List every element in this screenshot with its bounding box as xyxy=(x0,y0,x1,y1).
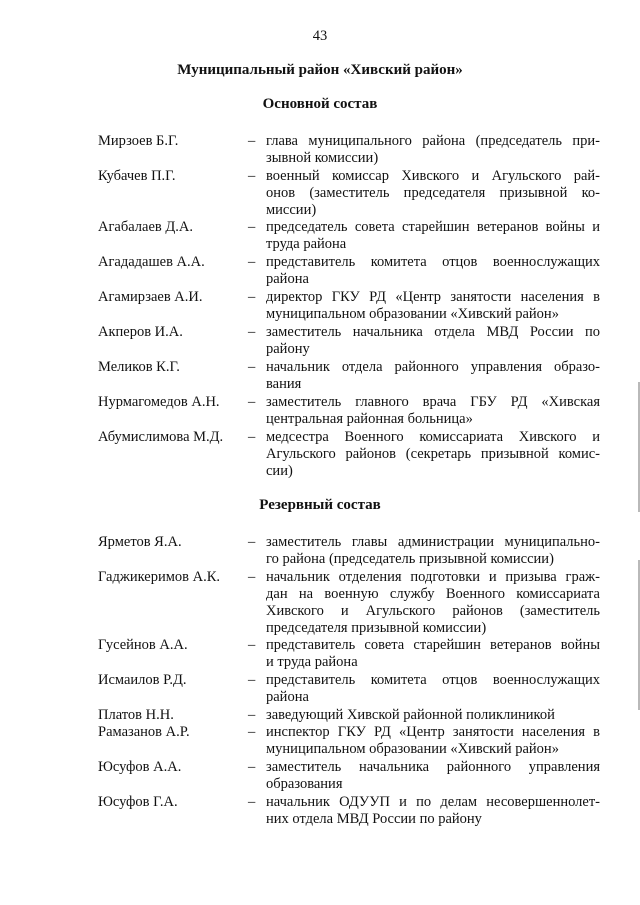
member-name: Юсуфов Г.А. xyxy=(98,794,178,810)
member-role xyxy=(266,359,600,393)
role-line: директор ГКУ РД «Центр занятости населения в xyxy=(266,289,600,305)
member-role xyxy=(266,724,600,758)
role-line: муниципальном образовании «Хивский район» xyxy=(266,741,559,757)
role-line: онов (заместитель председателя призывной ко- xyxy=(266,185,600,201)
member-role xyxy=(266,394,600,428)
role-line: председателя призывной комиссии) xyxy=(266,620,487,636)
role-line: району xyxy=(266,341,310,357)
dash-separator: – xyxy=(248,359,256,375)
role-line: представитель комитета отцов военнослужащих xyxy=(266,672,600,688)
page-number: 43 xyxy=(312,28,328,44)
role-line: начальник ОДУУП и по делам несовершеннолет- xyxy=(266,794,600,810)
role-line: района xyxy=(266,689,309,705)
role-line: них отдела МВД России по району xyxy=(266,811,482,827)
main-composition-title: Основной состав xyxy=(262,96,378,112)
member-name: Исмаилов Р.Д. xyxy=(98,672,187,688)
member-name: Агабалаев Д.А. xyxy=(98,219,193,235)
member-name: Рамазанов А.Р. xyxy=(98,724,190,740)
dash-separator: – xyxy=(248,219,256,235)
member-name: Меликов К.Г. xyxy=(98,359,180,375)
member-name: Юсуфов А.А. xyxy=(98,759,182,775)
dash-separator: – xyxy=(248,394,256,410)
member-role xyxy=(266,289,600,323)
role-line: го района (председатель призывной комиссии) xyxy=(266,551,554,567)
role-line: и труда района xyxy=(266,654,358,670)
dash-separator: – xyxy=(248,168,256,184)
dash-separator: – xyxy=(248,569,256,585)
dash-separator: – xyxy=(248,324,256,340)
role-line: инспектор ГКУ РД «Центр занятости населения в xyxy=(266,724,600,740)
reserve-composition-title: Резервный состав xyxy=(259,497,381,513)
member-role xyxy=(266,707,600,724)
member-name: Гусейнов А.А. xyxy=(98,637,188,653)
role-line: глава муниципального района (председатель при- xyxy=(266,133,600,149)
role-line: сии) xyxy=(266,463,293,479)
dash-separator: – xyxy=(248,534,256,550)
member-name: Нурмагомедов А.Н. xyxy=(98,394,220,410)
member-name: Агамирзаев А.И. xyxy=(98,289,203,305)
role-line: медсестра Военного комиссариата Хивского и xyxy=(266,429,600,445)
member-name: Мирзоев Б.Г. xyxy=(98,133,179,149)
member-role xyxy=(266,168,600,219)
role-line: района xyxy=(266,271,309,287)
dash-separator: – xyxy=(248,429,256,445)
role-line: представитель комитета отцов военнослужащих xyxy=(266,254,600,270)
member-role xyxy=(266,219,600,253)
dash-separator: – xyxy=(248,794,256,810)
role-line: миссии) xyxy=(266,202,317,218)
role-line: труда района xyxy=(266,236,347,252)
member-role xyxy=(266,429,600,480)
role-line: дан на военную службу Военного комиссариата xyxy=(266,586,600,602)
member-name: Кубачев П.Г. xyxy=(98,168,176,184)
member-role xyxy=(266,569,600,637)
member-role xyxy=(266,534,600,568)
role-line: заместитель главного врача ГБУ РД «Хивская xyxy=(266,394,600,410)
dash-separator: – xyxy=(248,707,256,723)
member-role xyxy=(266,672,600,706)
role-line: представитель совета старейшин ветеранов войны xyxy=(266,637,600,653)
role-line: председатель совета старейшин ветеранов войны и xyxy=(266,219,600,235)
role-line: Агульского районов (секретарь призывной комис- xyxy=(266,446,600,462)
member-role xyxy=(266,254,600,288)
member-name: Акперов И.А. xyxy=(98,324,183,340)
member-name: Платов Н.Н. xyxy=(98,707,174,723)
member-role xyxy=(266,324,600,358)
member-role xyxy=(266,794,600,828)
member-role xyxy=(266,133,600,167)
dash-separator: – xyxy=(248,724,256,740)
dash-separator: – xyxy=(248,133,256,149)
member-name: Агададашев А.А. xyxy=(98,254,205,270)
role-line: муниципальном образовании «Хивский район» xyxy=(266,306,559,322)
role-line: центральная районная больница» xyxy=(266,411,473,427)
role-line: начальник отделения подготовки и призыва граж- xyxy=(266,569,600,585)
dash-separator: – xyxy=(248,759,256,775)
member-role xyxy=(266,637,600,671)
role-line: заместитель главы администрации муниципально- xyxy=(266,534,600,550)
role-line: заместитель начальника районного управления xyxy=(266,759,600,775)
dash-separator: – xyxy=(248,254,256,270)
role-line: образования xyxy=(266,776,343,792)
role-line: заместитель начальника отдела МВД России по xyxy=(266,324,600,340)
role-line: вания xyxy=(266,376,302,392)
member-role xyxy=(266,759,600,793)
member-name: Абумислимова М.Д. xyxy=(98,429,224,445)
member-name: Ярметов Я.А. xyxy=(98,534,182,550)
role-line: Хивского и Агульского районов (заместитель xyxy=(266,603,600,619)
dash-separator: – xyxy=(248,637,256,653)
member-name: Гаджикеримов А.К. xyxy=(98,569,221,585)
role-line: заведующий Хивской районной поликлиникой xyxy=(266,707,555,723)
role-line: зывной комиссии) xyxy=(266,150,379,166)
dash-separator: – xyxy=(248,672,256,688)
dash-separator: – xyxy=(248,289,256,305)
district-title: Муниципальный район «Хивский район» xyxy=(177,62,463,78)
role-line: начальник отдела районного управления образо- xyxy=(266,359,600,375)
role-line: военный комиссар Хивского и Агульского рай- xyxy=(266,168,600,184)
